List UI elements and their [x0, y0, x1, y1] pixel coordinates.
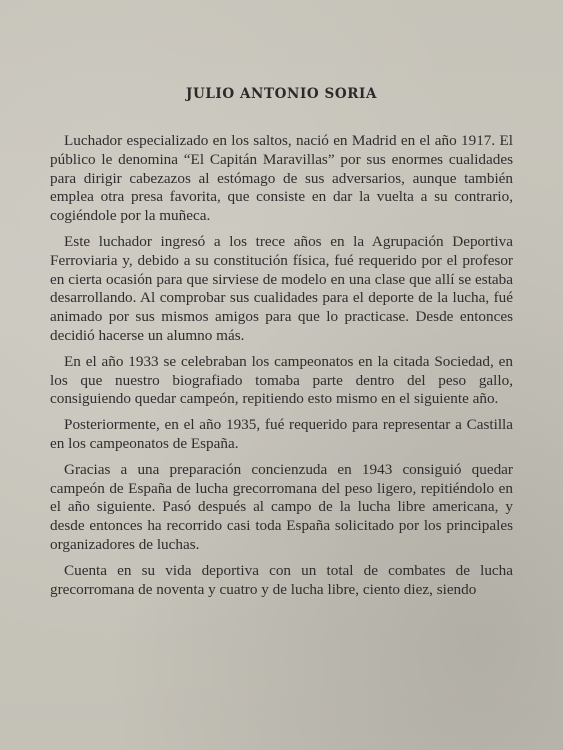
- paragraph: Gracias a una preparación concienzuda en 1943 consiguió quedar campeón de España de lucha grecorromana del peso ligero, repitiéndolo en el año siguiente. Pasó después al campo de la lucha libre americana, y desde entonces ha recorrido casi toda España solicitado por los principales organizadores de luchas.: [50, 460, 513, 553]
- paragraph: Este luchador ingresó a los trece años en la Agrupación Deportiva Ferroviaria y, debido a su constitución física, fué requerido por el profesor en cierta ocasión para que sirviese de modelo en una clase que allí se estaba desarrollando. Al comprobar sus cualidades para el deporte de la lucha, fué animado por sus mismos amigos para que lo practicase. Desde entonces decidió hacerse un alumno más.: [50, 232, 513, 344]
- page-title: JULIO ANTONIO SORIA: [185, 86, 378, 102]
- paragraph: Luchador especializado en los saltos, nació en Madrid en el año 1917. El público le denomina “El Capitán Maravillas” por sus enormes cualidades para dirigir cabezazos al estómago de sus adversarios, aunque también emplea otra presa favorita, que consiste en dar la vuelta a su contrario, cogiéndole por la muñeca.: [50, 132, 513, 225]
- paragraph: Cuenta en su vida deportiva con un total de combates de lucha grecorromana de noventa y cuatro y de lucha libre, ciento diez, siendo: [50, 561, 513, 598]
- paragraph: Posteriormente, en el año 1935, fué requerido para representar a Castilla en los campeonatos de España.: [50, 416, 513, 452]
- paragraph: En el año 1933 se celebraban los campeonatos en la citada Sociedad, en los que nuestro biografiado tomaba parte dentro del peso gallo, consiguiendo quedar campeón, repitiendo esto mismo en el siguiente año.: [50, 352, 513, 408]
- body-text: [50, 132, 513, 606]
